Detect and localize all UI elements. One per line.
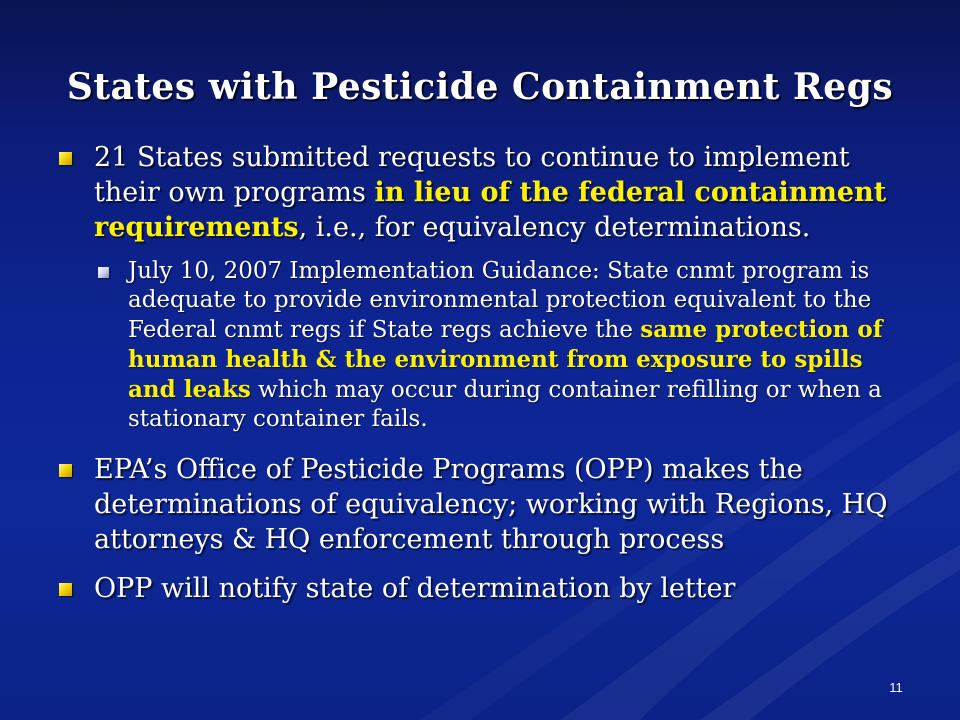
sub-bullet-1-highlight: same protection of human health & the environment from exposure to spills and leaks bbox=[128, 316, 883, 403]
sub-bullet-1-text-end: which may occur during container refilling or when a stationary container fails. bbox=[128, 377, 882, 432]
page-number: 11 bbox=[889, 680, 903, 695]
bullet-item-3 bbox=[56, 571, 916, 606]
bullet-3-text: OPP will notify state of determination by letter bbox=[94, 573, 736, 604]
bullet-square-icon bbox=[59, 152, 72, 165]
sub-bullet-square-icon bbox=[98, 267, 109, 278]
bullet-2-text: EPA’s Office of Pesticide Programs (OPP) makes the determinations of equivalency; working with Regions, HQ attorneys & HQ enforcement through process bbox=[94, 454, 888, 555]
bullet-item-2 bbox=[56, 452, 916, 557]
bullet-item-1 bbox=[56, 140, 916, 245]
bullet-1-highlight: in lieu of the federal containment requirements bbox=[94, 177, 887, 243]
bullet-1-text: 21 States submitted requests to continue to implement their own programs bbox=[94, 142, 850, 208]
sub-bullet-item-1 bbox=[96, 257, 916, 434]
bullet-square-icon bbox=[59, 583, 72, 596]
bullet-square-icon bbox=[59, 464, 72, 477]
sub-bullet-1-text: July 10, 2007 Implementation Guidance: State cnmt program is adequate to provide environmental protection equivalent to the Federal cnmt regs if State regs achieve the bbox=[128, 258, 872, 343]
slide-title: States with Pesticide Containment Regs bbox=[66, 66, 894, 108]
bullet-1-text-end: , i.e., for equivalency determinations. bbox=[298, 212, 811, 243]
slide-content bbox=[56, 140, 916, 606]
